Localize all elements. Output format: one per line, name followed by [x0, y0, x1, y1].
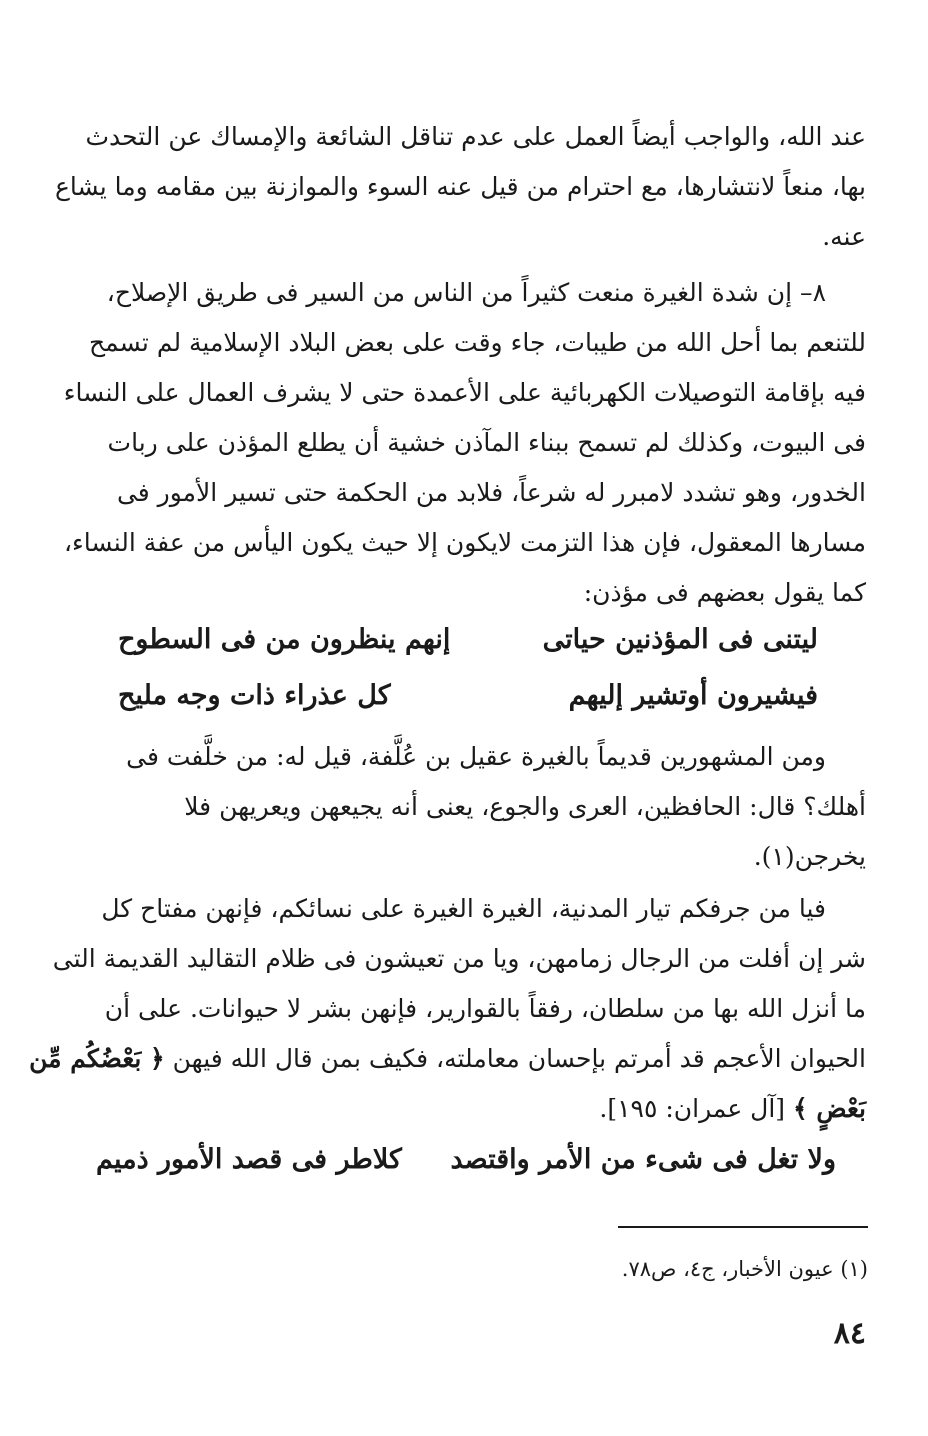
paragraph-1 [56, 112, 866, 262]
closing-verse [96, 1132, 836, 1188]
text-line: ٨– إن شدة الغيرة منعت كثيراً من الناس من السير فى طريق الإصلاح، [106, 278, 826, 307]
verse-row [96, 1132, 836, 1188]
quran-reference: [آل عمران: ١٩٥]. [599, 1094, 786, 1123]
text-line: فى البيوت، وكذلك لم تسمح ببناء المآذن خشية أن يطلع المؤذن على ربات [107, 428, 866, 457]
verse-row [118, 612, 818, 668]
text-line: فيه بإقامة التوصيلات الكهربائية على الأعمدة حتى لا يشرف العمال على النساء [63, 378, 866, 407]
paragraph-3 [56, 732, 866, 882]
poem-verses [118, 612, 818, 724]
verse-first-hemistich: ولا تغل فى شىء من الأمر واقتصد [450, 1144, 836, 1175]
verse-row [118, 668, 818, 724]
text-line: فيا من جرفكم تيار المدنية، الغيرة الغيرة على نسائكم، فإنهن مفتاح كل [101, 894, 826, 923]
verse-second-hemistich: كل عذراء ذات وجه مليح [118, 680, 391, 711]
text-line: كما يقول بعضهم فى مؤذن: [583, 578, 866, 607]
quran-verse: بَعْضٍ ﴾ [793, 1094, 866, 1123]
text-line: بها، منعاً لانتشارها، مع احترام من قيل عنه السوء والموازنة بين مقامه وما يشاع [54, 172, 866, 201]
page-number: ٨٤ [833, 1316, 866, 1351]
text-line: عنه. [822, 222, 866, 251]
verse-second-hemistich: كلاطر فى قصد الأمور ذميم [96, 1144, 402, 1175]
text-line [56, 1084, 866, 1134]
verse-second-hemistich: إنهم ينظرون من فى السطوح [118, 624, 451, 655]
paragraph-4 [29, 884, 866, 1134]
footnote: (١) عيون الأخبار، ج٤، ص٧٨. [621, 1257, 868, 1281]
text-line [29, 1034, 866, 1084]
quran-verse: ﴿ بَعْضُكُم مِّن [29, 1044, 165, 1073]
text-line: مسارها المعقول، فإن هذا التزمت لايكون إلا حيث يكون اليأس من عفة النساء، [63, 528, 866, 557]
text-line: أهلك؟ قال: الحافظين، العرى والجوع، يعنى أنه يجيعهن ويعريهن فلا [184, 792, 866, 821]
verse-first-hemistich: فيشيرون أوتشير إليهم [568, 680, 818, 711]
footnote-divider [618, 1226, 868, 1228]
verse-first-hemistich: ليتنى فى المؤذنين حياتى [542, 624, 818, 655]
text-line: ومن المشهورين قديماً بالغيرة عقيل بن عُلَّفة، قيل له: من خلَّفت فى [126, 742, 826, 771]
text-line: للتنعم بما أحل الله من طيبات، جاء وقت على بعض البلاد الإسلامية لم تسمح [89, 328, 866, 357]
paragraph-2 [56, 268, 866, 618]
text-line: شر إن أفلت من الرجال زمامهن، ويا من تعيشون فى ظلام التقاليد القديمة التى [52, 944, 866, 973]
text-segment: الحيوان الأعجم قد أمرتم بإحسان معاملته، فكيف بمن قال الله فيهن [172, 1044, 866, 1073]
text-line: الخدور، وهو تشدد لامبرر له شرعاً، فلابد من الحكمة حتى تسير الأمور فى [116, 478, 866, 507]
text-line: يخرجن(١). [753, 842, 866, 871]
text-line: ما أنزل الله بها من سلطان، رفقاً بالقوارير، فإنهن بشر لا حيوانات. على أن [104, 994, 866, 1023]
text-line: عند الله، والواجب أيضاً العمل على عدم تناقل الشائعة والإمساك عن التحدث [85, 122, 866, 151]
